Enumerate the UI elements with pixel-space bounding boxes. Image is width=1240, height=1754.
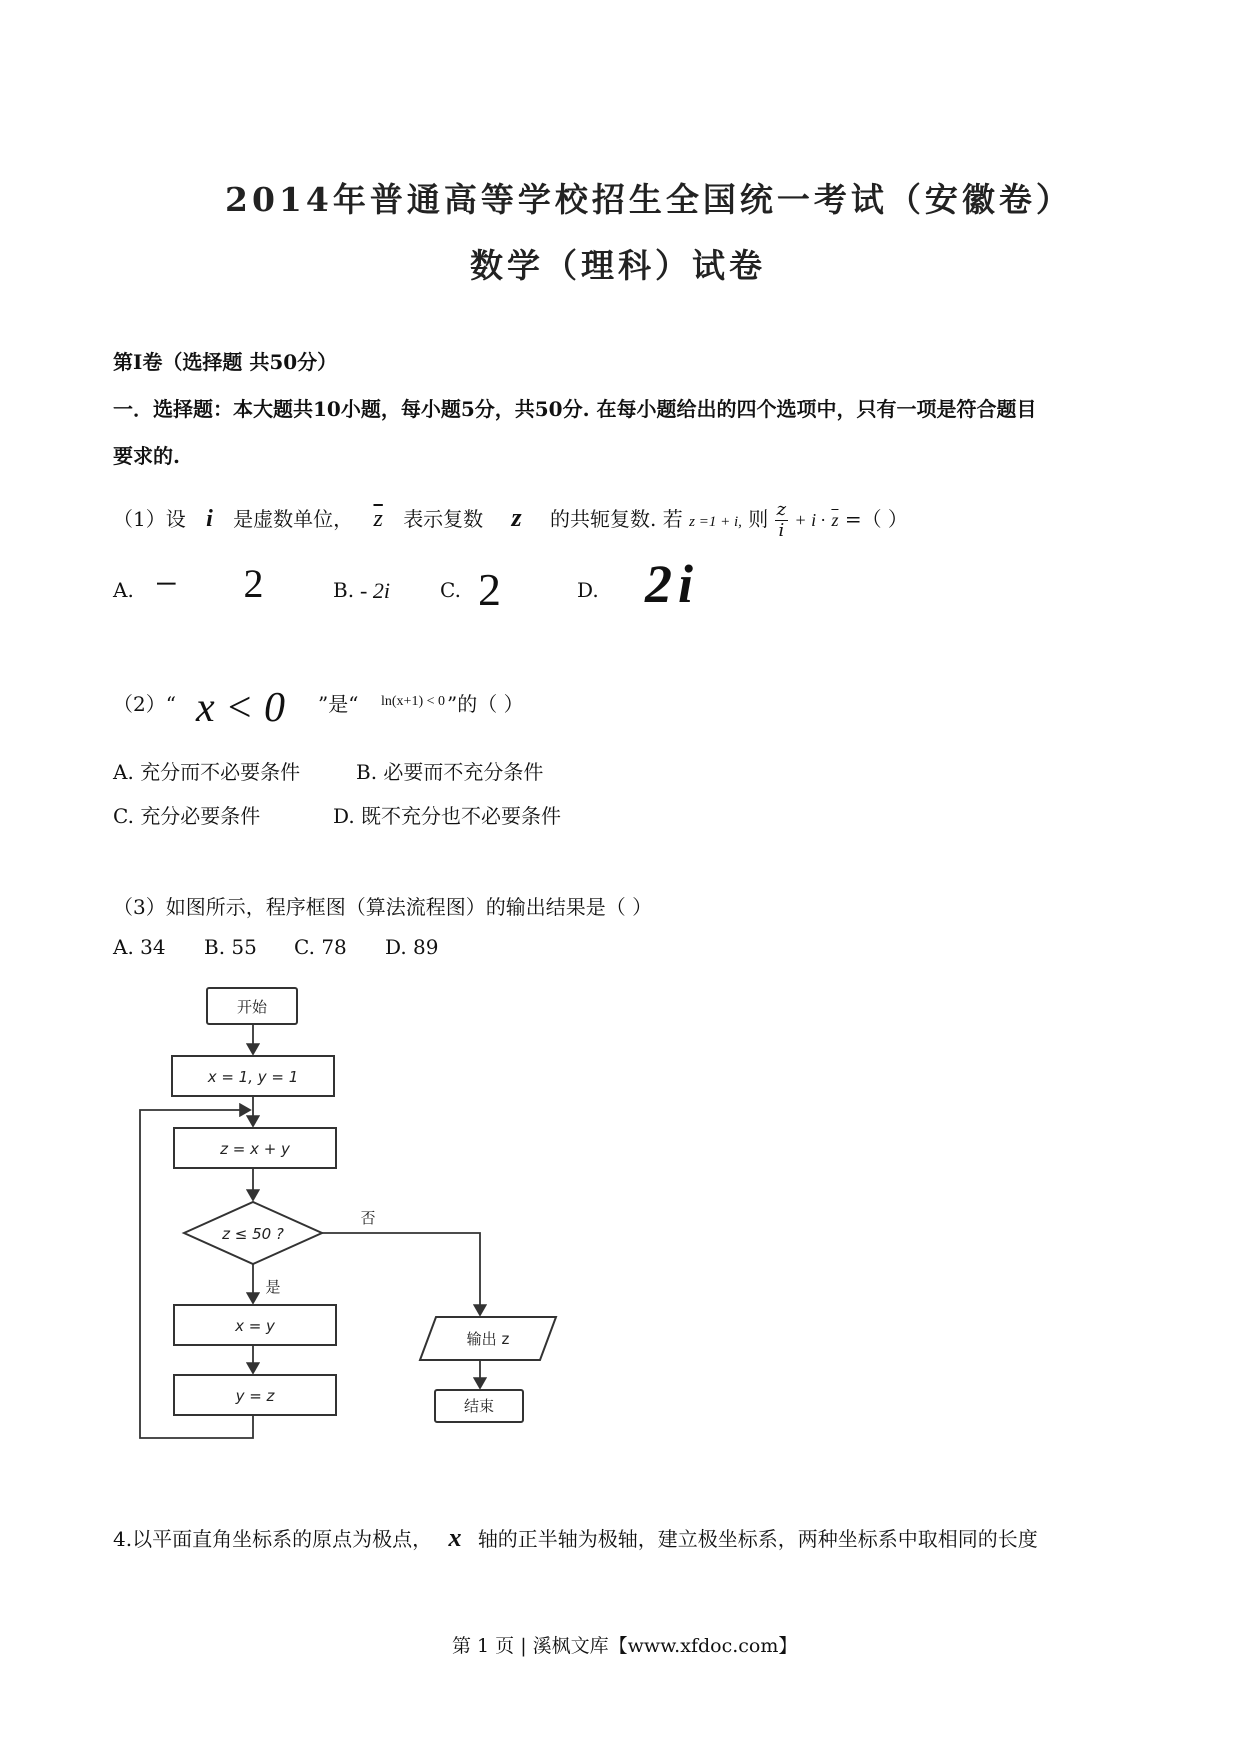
flow-no-label: 否 <box>360 1209 376 1227</box>
q1-frac-den: i <box>778 520 785 541</box>
q4-x-symbol: x <box>448 1523 462 1552</box>
q1-option-c-value: 2 <box>478 564 501 615</box>
flow-end-text: 结束 <box>463 1397 495 1415</box>
q2-suffix: ”的（ ） <box>447 692 524 716</box>
q1-option-a-label: A. <box>113 578 134 602</box>
q3-stem: （3）如图所示，程序框图（算法流程图）的输出结果是（ ） <box>113 895 653 919</box>
flow-assign-z-text: z = x + y <box>220 1140 290 1158</box>
q1-expr-zbar: $\overline{z}$ <box>831 510 839 530</box>
q1-frac-num: z <box>776 499 787 520</box>
q1-option-c-label: C. <box>440 578 461 602</box>
page-subtitle: 数学（理科）试卷 <box>470 246 766 285</box>
q2-option-d: D. 既不充分也不必要条件 <box>333 804 562 828</box>
flow-start-text: 开始 <box>236 998 268 1016</box>
q1-option-d-label: D. <box>577 578 599 602</box>
question-1-stem <box>113 500 908 541</box>
page-title: 2014年普通高等学校招生全国统一考试（安徽卷） <box>225 180 1073 219</box>
q1-i-symbol: i <box>206 506 213 532</box>
q1-z-symbol: z <box>511 503 522 532</box>
flowchart <box>100 970 660 1470</box>
q1-option-b-value: - 2i <box>360 578 390 603</box>
q1-text5: 则 <box>748 507 769 531</box>
q2-prefix: （2）“ <box>113 692 176 716</box>
q1-text4: 的共轭复数. 若 <box>550 507 683 531</box>
q4-text: 轴的正半轴为极轴，建立极坐标系，两种坐标系中取相同的长度 <box>477 1527 1038 1551</box>
q1-condition: z =1 + i, <box>689 514 742 530</box>
q1-option-b-label: B. <box>333 578 355 602</box>
q1-prefix: （1）设 <box>113 507 186 531</box>
q4-prefix: 4.以平面直角坐标系的原点为极点， <box>113 1527 433 1551</box>
q1-zbar-symbol: $\overline{z}$ <box>373 506 383 532</box>
flow-condition-text: z ≤ 50 ? <box>222 1225 284 1243</box>
q3-option-c: C. 78 <box>294 935 347 959</box>
q3-option-a: A. 34 <box>113 935 166 959</box>
q2-option-b: B. 必要而不充分条件 <box>356 760 544 784</box>
q1-fraction <box>775 500 788 541</box>
instruction-line-2: 要求的. <box>113 444 180 468</box>
q1-text2: 是虚数单位， <box>233 507 354 531</box>
q2-cond1: x < 0 <box>196 685 285 731</box>
q2-option-a: A. 充分而不必要条件 <box>113 760 301 784</box>
page-footer: 第 1 页 | 溪枫文库【www.xfdoc.com】 <box>452 1635 798 1657</box>
instruction-line-1: 一．选择题：本大题共10小题，每小题5分，共50分. 在每小题给出的四个选项中，只有一项是符合题目 <box>113 397 1037 421</box>
flow-yes-label: 是 <box>265 1278 281 1296</box>
q1-text3: 表示复数 <box>403 507 484 531</box>
q2-option-c: C. 充分必要条件 <box>113 804 261 828</box>
part-title: 第Ⅰ卷（选择题 共50分） <box>113 350 338 374</box>
flow-assign-y-text: y = z <box>235 1387 275 1405</box>
q4-line <box>113 1523 1038 1553</box>
q3-option-b: B. 55 <box>204 935 257 959</box>
q1-option-a-value: − 2 <box>155 561 292 606</box>
flow-output-text: 输出 z <box>466 1330 510 1348</box>
q1-option-d-value: 2i <box>645 554 700 614</box>
q1-expr-end: =（ ） <box>844 507 908 531</box>
flow-init-text: x = 1, y = 1 <box>207 1068 299 1086</box>
q1-expr-plus: + i · <box>794 510 826 530</box>
q2-cond2: ln(x+1) < 0 <box>381 694 446 709</box>
q3-option-d: D. 89 <box>385 935 439 959</box>
q2-mid: ”是“ <box>318 692 359 716</box>
flow-assign-x-text: x = y <box>235 1317 275 1335</box>
